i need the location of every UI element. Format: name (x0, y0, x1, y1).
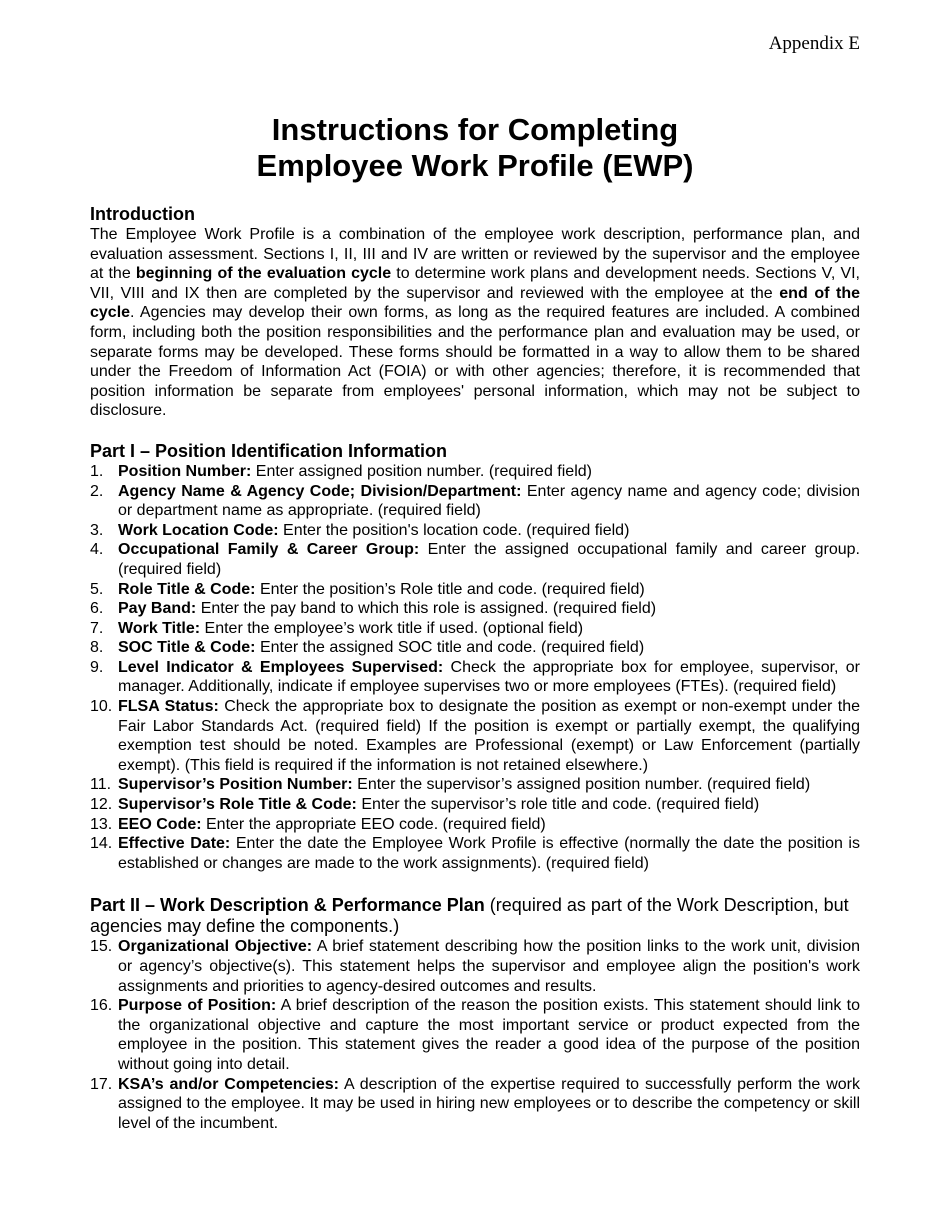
item-number: 12. (90, 796, 113, 814)
list-item (90, 996, 860, 1074)
item-text: Enter the assigned SOC title and code. (required field) (255, 639, 645, 657)
list-item (90, 697, 860, 775)
item-number: 16. (90, 997, 113, 1015)
item-number: 3. (90, 521, 104, 539)
document-body (90, 204, 860, 1133)
item-text: Enter the supervisor’s assigned position number. (required field) (352, 776, 811, 794)
item-term: Work Location Code: (118, 521, 279, 539)
list-item (90, 521, 860, 541)
part2-title: Part II – Work Description & Performance Plan (90, 895, 485, 916)
item-term: Purpose of Position: (118, 997, 277, 1015)
list-item (90, 795, 860, 815)
item-term: Supervisor’s Role Title & Code: (118, 796, 357, 814)
list-item (90, 540, 860, 579)
item-number: 7. (90, 619, 104, 637)
item-number: 9. (90, 658, 104, 676)
item-term: Supervisor’s Position Number: (118, 776, 353, 794)
item-term: Role Title & Code: (118, 580, 256, 598)
item-number: 8. (90, 639, 104, 657)
intro-text-1: The Employee Work Profile is a combination of the employee work description, performance plan, and evaluation assessment. Sections I, II, III and IV are written or reviewed by the supervisor and the employee at the (90, 226, 860, 283)
item-term: Work Title: (118, 619, 201, 637)
list-item (90, 462, 860, 482)
part1-list (90, 462, 860, 873)
list-item (90, 658, 860, 697)
list-item (90, 815, 860, 835)
list-item (90, 580, 860, 600)
item-text: Enter the position's location code. (required field) (278, 521, 630, 539)
list-item (90, 834, 860, 873)
introduction-heading: Introduction (90, 204, 195, 224)
item-text: A description of the expertise required to successfully perform the work assigned to the employee. It may be used in hiring new employees or to describe the competency or skill level of the incumbent. (118, 1075, 861, 1132)
item-term: Agency Name & Agency Code; Division/Department: (118, 482, 522, 500)
part2-note: (required as part of the Work Description, but agencies may define the components.) (90, 895, 849, 937)
item-number: 2. (90, 482, 104, 500)
item-text: Enter the appropriate EEO code. (required field) (201, 815, 546, 833)
item-number: 5. (90, 580, 104, 598)
item-term: Level Indicator & Employees Supervised: (118, 658, 444, 676)
item-term: EEO Code: (118, 815, 202, 833)
introduction-paragraph (90, 225, 860, 421)
item-number: 6. (90, 600, 104, 618)
item-term: Occupational Family & Career Group: (118, 541, 420, 559)
intro-text-3: . Agencies may develop their own forms, as long as the required features are included. A combined form, including both the position responsibilities and the performance plan and evaluation may be used, or separate forms may be developed. These forms should be formatted in a way to allow them to be shared under the Freedom of Information Act (FOIA) or with other agencies; therefore, it is recommended that position information be separate from employees' personal information, which may not be subject to disclosure. (90, 304, 860, 420)
part2-list (90, 937, 860, 1133)
item-number: 1. (90, 462, 104, 480)
intro-text-2: to determine work plans and development needs. Sections V, VI, VII, VIII and IX then are completed by the supervisor and reviewed with the employee at the (90, 265, 860, 302)
item-term: Organizational Objective: (118, 938, 313, 956)
list-item (90, 775, 860, 795)
item-number: 13. (90, 815, 113, 833)
item-term: Effective Date: (118, 835, 231, 853)
item-number: 15. (90, 938, 113, 956)
list-item (90, 482, 860, 521)
item-text: A brief description of the reason the position exists. This statement should link to the organizational objective and capture the most important service or product expected from the employee in the position. This statement gives the reader a good idea of the purpose of the position without going into detail. (118, 997, 861, 1073)
item-number: 10. (90, 698, 113, 716)
item-term: Position Number: (118, 462, 252, 480)
item-term: SOC Title & Code: (118, 639, 256, 657)
item-number: 17. (90, 1075, 113, 1093)
part2-heading (90, 895, 860, 937)
item-text: Check the appropriate box to designate the position as exempt or non-exempt under the Fair Labor Standards Act. (required field) If the position is exempt or partially exempt, the qualifying exemption test should be noted. Examples are Professional (exempt) or Law Enforcement (partially exempt). (This field is required if the information is not retained elsewhere.) (118, 698, 860, 774)
item-term: Pay Band: (118, 600, 197, 618)
list-item (90, 638, 860, 658)
intro-bold-1: beginning of the evaluation cycle (135, 265, 392, 283)
item-term: KSA’s and/or Competencies: (118, 1075, 340, 1093)
item-number: 4. (90, 541, 104, 559)
item-text: Enter agency name and agency code; division or department name as appropriate. (required field) (118, 482, 860, 520)
item-text: Enter the assigned occupational family and career group. (required field) (118, 541, 860, 578)
item-text: A brief statement describing how the position links to the work unit, division or agency’s objective(s). This statement helps the supervisor and employee align the position's work assignments and priorities to agency-desired outcomes and results. (118, 938, 860, 995)
item-text: Enter the date the Employee Work Profile is effective (normally the date the position is established or changes are made to the work assignments). (required field) (118, 835, 860, 872)
intro-bold-2: end of the cycle (90, 284, 861, 322)
part1-heading: Part I – Position Identification Information (90, 440, 448, 461)
item-text: Check the appropriate box for employee, supervisor, or manager. Additionally, indicate if employee supervises two or more employees (FTEs). (required field) (118, 658, 860, 696)
list-item (90, 1075, 860, 1134)
title-line-1: Instructions for Completing (271, 112, 679, 147)
list-item (90, 619, 860, 639)
title-line-2: Employee Work Profile (EWP) (256, 148, 694, 183)
page-title (0, 112, 950, 184)
item-text: Enter the supervisor’s role title and code. (required field) (356, 796, 760, 814)
item-text: Enter assigned position number. (required field) (251, 462, 592, 480)
item-text: Enter the employee’s work title if used. (optional field) (200, 619, 584, 637)
appendix-label: Appendix E (768, 33, 860, 54)
list-item (90, 599, 860, 619)
item-term: FLSA Status: (118, 698, 219, 716)
item-number: 14. (90, 835, 113, 853)
item-text: Enter the pay band to which this role is assigned. (required field) (196, 600, 657, 618)
item-text: Enter the position’s Role title and code. (required field) (255, 580, 645, 598)
item-number: 11. (90, 776, 112, 794)
list-item (90, 937, 860, 996)
